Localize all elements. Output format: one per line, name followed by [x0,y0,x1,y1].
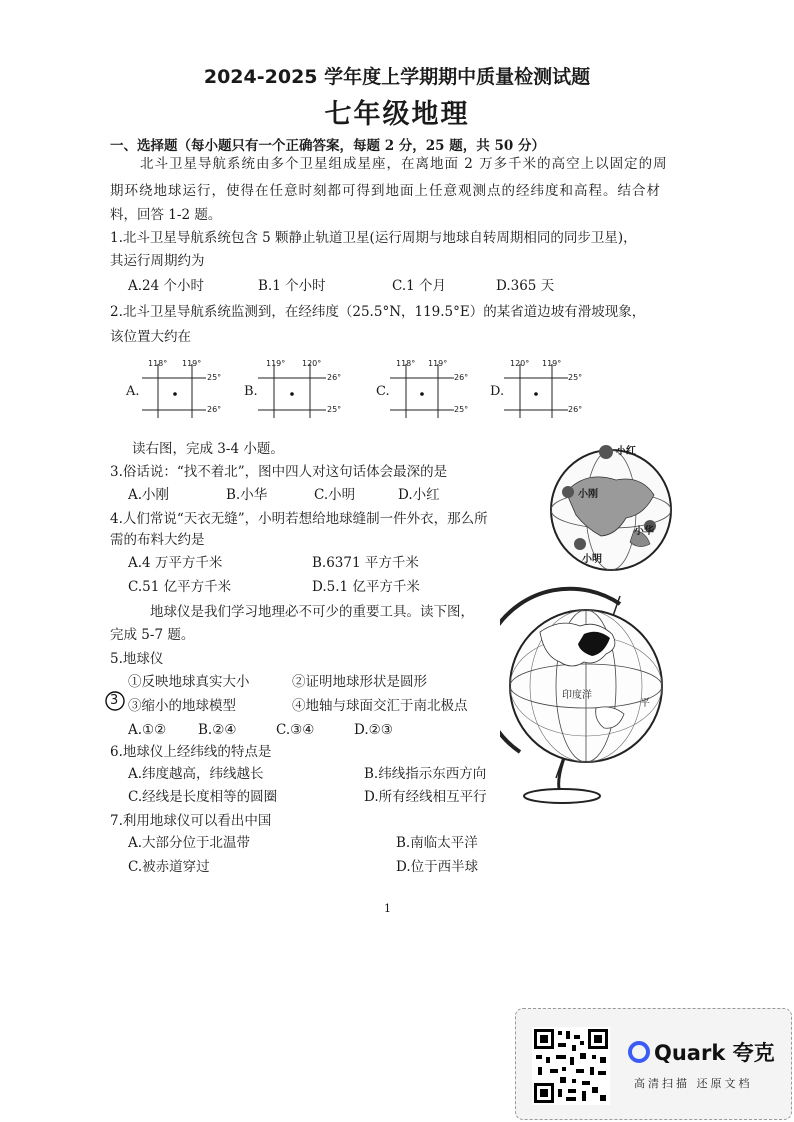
grid-label: 119° [428,359,448,368]
q6-option-a: A.纬度越高，纬线越长 [128,766,264,782]
globe-icon [546,440,676,575]
handwritten-mark-text: 3 [110,693,119,708]
quark-logo [628,1037,775,1067]
q1-option-c: C.1 个月 [392,278,447,294]
q6-option-d: D.所有经线相互平行 [364,789,487,805]
read-map-instruction: 读右图，完成 3-4 小题。 [132,441,284,457]
grid-label: 119° [266,359,286,368]
grid-label: 120° [510,359,530,368]
q5-option-b: B.②④ [198,722,237,738]
grid-label: 26° [327,373,342,382]
question-1-text: 其运行周期约为 [110,253,205,269]
question-2-text: 该位置大约在 [110,329,191,345]
label-indian-ocean: 印度洋 [562,690,592,701]
intro-line: 料，回答 1-2 题。 [110,207,222,223]
q6-option-b: B.纬线指示东西方向 [364,766,487,782]
label-xiaoming: 小明 [582,554,602,565]
q5-item-1: ①反映地球真实大小 [128,674,250,690]
handwritten-circle-mark [104,690,126,712]
q5-item-4: ④地轴与球面交汇于南北极点 [292,698,468,714]
exam-title: 2024-2025 学年度上学期期中质量检测试题 [203,66,591,88]
q1-option-a: A.24 个小时 [128,278,205,294]
q4-option-d: D.5.1 亿平方千米 [312,579,420,595]
grid-label: 26° [207,405,222,414]
intro-line: 期环绕地球运行，使得在任意时刻都可得到地面上任意观测点的经纬度和高程。结合材 [110,183,661,199]
grid-label: 25° [454,405,469,414]
q3-option-c: C.小明 [314,487,356,503]
qr-code-icon[interactable] [532,1027,610,1105]
grid-label: 119° [182,359,202,368]
q7-option-b: B.南临太平洋 [396,835,478,851]
quark-logo-icon [628,1041,650,1063]
globe-model-figure [500,582,670,814]
grid-option-b [240,356,366,420]
grid-label: 118° [148,359,168,368]
question-3-text: 3.俗话说：“找不着北”，图中四人对这句话体会最深的是 [110,464,448,480]
grid-label: 25° [568,373,583,382]
quark-tagline: 高清扫描 还原文档 [634,1077,753,1090]
q1-option-b: B.1 个小时 [258,278,326,294]
q6-option-c: C.经线是长度相等的圆圈 [128,789,278,805]
globe-intro: 完成 5-7 题。 [110,627,195,643]
exam-subject: 七年级地理 [324,99,470,130]
page-number: 1 [384,902,391,915]
q1-option-d: D.365 天 [496,278,555,294]
question-6-text: 6.地球仪上经纬线的特点是 [110,744,272,760]
question-1-text: 1.北斗卫星导航系统包含 5 颗静止轨道卫星(运行周期与地球自转周期相同的同步卫星)， [110,230,637,246]
q5-option-d: D.②③ [354,722,393,738]
q7-option-c: C.被赤道穿过 [128,859,210,875]
small-globe-figure [546,440,676,575]
grid-label: 119° [542,359,562,368]
grid-letter: D. [490,384,505,399]
q4-option-a: A.4 万平方千米 [128,555,223,571]
quark-scan-badge[interactable] [515,1008,792,1120]
q4-option-b: B.6371 平方千米 [312,555,419,571]
question-7-text: 7.利用地球仪可以看出中国 [110,813,272,829]
q3-option-a: A.小刚 [128,487,170,503]
question-5-text: 5.地球仪 [110,651,164,667]
grid-option-a [120,356,246,420]
grid-label: 118° [396,359,416,368]
q3-option-d: D.小红 [398,487,440,503]
q5-option-c: C.③④ [276,722,315,738]
question-4-text: 4.人们常说“天衣无缝”，小明若想给地球缝制一件外衣，那么所 [110,511,488,527]
q5-option-a: A.①② [128,722,167,738]
label-pacific: 平 [640,698,650,709]
grid-letter: B. [244,384,258,399]
quark-brand-text: Quark 夸克 [654,1041,775,1065]
q4-option-c: C.51 亿平方千米 [128,579,232,595]
grid-label: 26° [568,405,583,414]
section-heading: 一、选择题（每小题只有一个正确答案，每题 2 分，25 题，共 50 分） [110,138,545,154]
grid-option-c [374,356,500,420]
grid-letter: A. [126,384,140,399]
q5-item-3: ③缩小的地球模型 [128,698,236,714]
q7-option-d: D.位于西半球 [396,859,479,875]
label-xiaohong: 小红 [616,446,636,457]
grid-label: 25° [327,405,342,414]
grid-label: 25° [207,373,222,382]
question-2-text: 2.北斗卫星导航系统监测到，在经纬度（25.5°N，119.5°E）的某省道边坡有滑坡现象， [110,304,646,320]
grid-letter: C. [376,384,390,399]
label-xiaohua: 小华 [634,526,654,537]
grid-label: 26° [454,373,469,382]
q7-option-a: A.大部分位于北温带 [128,835,251,851]
globe-intro: 地球仪是我们学习地理必不可少的重要工具。读下图， [150,604,474,620]
label-xiaogang: 小刚 [578,489,598,500]
grid-option-d [488,356,614,420]
question-4-text: 需的布料大约是 [110,532,205,548]
grid-label: 120° [302,359,322,368]
intro-line: 北斗卫星导航系统由多个卫星组成星座，在离地面 2 万多千米的高空上以固定的周 [140,156,668,172]
q3-option-b: B.小华 [226,487,268,503]
q5-item-2: ②证明地球形状是圆形 [292,674,427,690]
